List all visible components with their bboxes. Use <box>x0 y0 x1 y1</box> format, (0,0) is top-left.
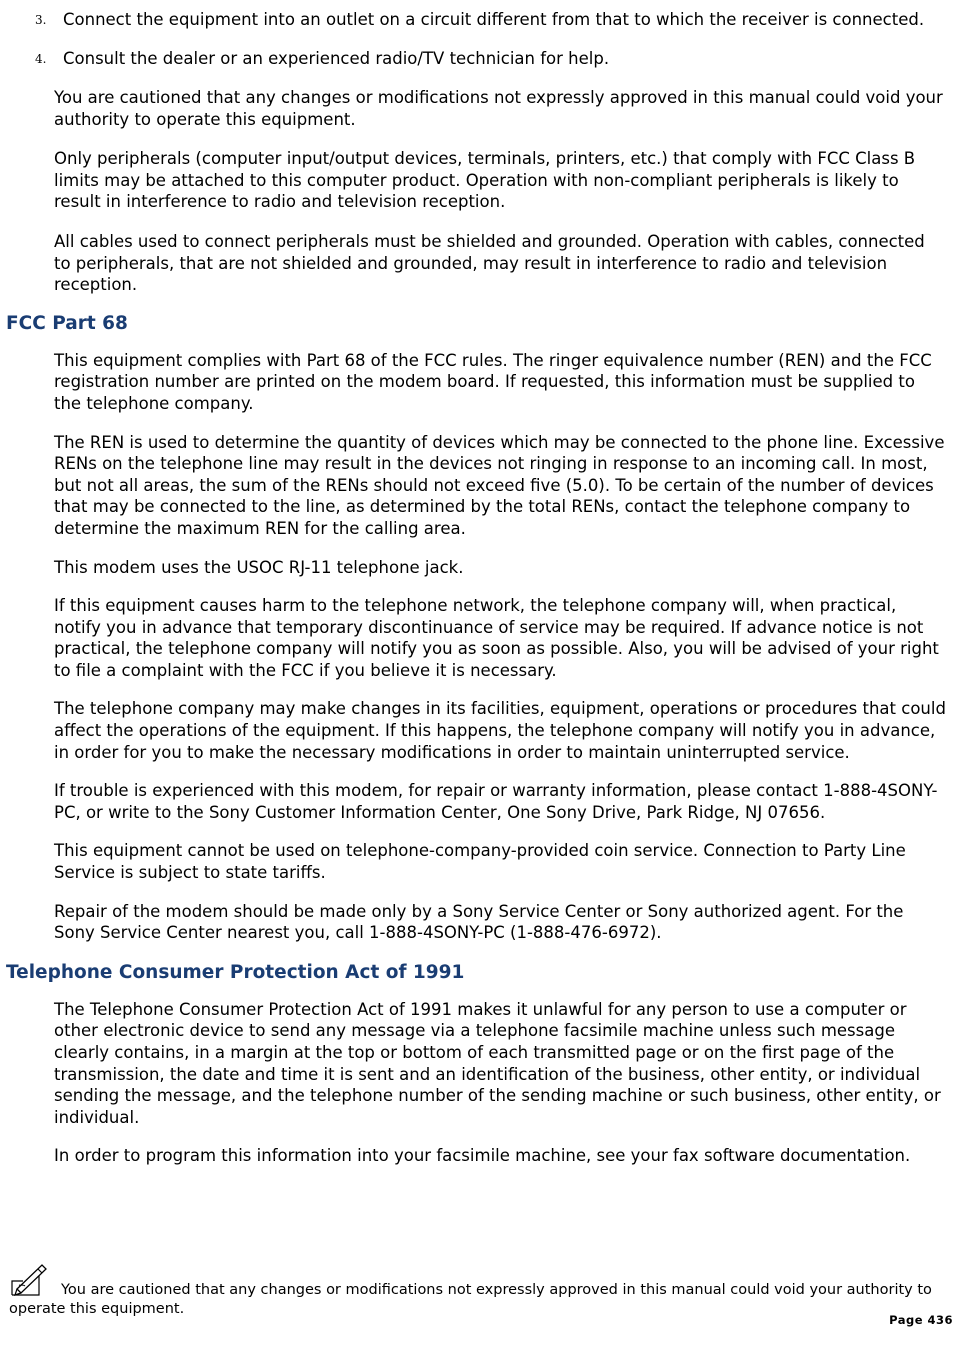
note-text: You are cautioned that any changes or modifications not expressly approved in this manual could void your authority to operate this equipment. <box>9 1282 932 1317</box>
section-heading-fcc-part-68: FCC Part 68 <box>6 312 128 334</box>
page-number: Page 436 <box>889 1313 953 1327</box>
paragraph: This equipment cannot be used on telephone-company-provided coin service. Connection to Party Line Service is subject to state tariffs. <box>54 841 906 883</box>
list-number: 4. <box>35 51 47 66</box>
paragraph: This modem uses the USOC RJ-11 telephone jack. <box>54 557 464 577</box>
paragraph: The Telephone Consumer Protection Act of 1991 makes it unlawful for any person to use a computer or other electronic device to send any message via a telephone facsimile machine unless such message clearly contains, in a margin at the top or bottom of each transmitted page or on the first page of the transmission, the date and time it is sent and an identification of the business, other entity, or individual sending the message, and the telephone number of the sending machine or such business, other entity, or individual. <box>54 999 941 1127</box>
paragraph: The REN is used to determine the quantity of devices which may be connected to the phone line. Excessive RENs on the telephone line may result in the devices not ringing in response to an incoming call. In most, but not all areas, the sum of the RENs should not exceed five (5.0). To be certain of the number of devices that may be connected to the line, as determined by the total RENs, contact the telephone company to determine the maximum REN for the calling area. <box>54 432 945 538</box>
list-number: 3. <box>35 13 47 27</box>
paragraph: All cables used to connect peripherals must be shielded and grounded. Operation with cables, connected to peripherals, that are not shielded and grounded, may result in interference to radio and television reception. <box>54 231 925 295</box>
paragraph: In order to program this information into your facsimile machine, see your fax software documentation. <box>54 1146 911 1166</box>
list-item-4 <box>0 48 954 70</box>
paragraph: This equipment complies with Part 68 of the FCC rules. The ringer equivalence number (REN) and the FCC registration number are printed on the modem board. If requested, this information must be supplied to the telephone company. <box>54 350 932 413</box>
note-pencil-icon <box>9 1262 55 1298</box>
paragraph: If trouble is experienced with this modem, for repair or warranty information, please contact 1-888-4SONY-PC, or write to the Sony Customer Information Center, One Sony Drive, Park Ridge, NJ 07656. <box>54 781 938 822</box>
paragraph: The telephone company may make changes in its facilities, equipment, operations or procedures that could affect the operations of the equipment. If this happens, the telephone company will notify you in advance, in order for you to make the necessary modifications in order to maintain uninterrupted service. <box>54 699 946 762</box>
list-item-text: Connect the equipment into an outlet on a circuit different from that to which the receiver is connected. <box>63 10 925 29</box>
paragraph: You are cautioned that any changes or modifications not expressly approved in this manual could void your authority to operate this equipment. <box>54 88 943 129</box>
list-item-3 <box>0 9 954 31</box>
section-heading-tcpa: Telephone Consumer Protection Act of 1991 <box>6 961 465 983</box>
paragraph: Only peripherals (computer input/output devices, terminals, printers, etc.) that comply with FCC Class B limits may be attached to this computer product. Operation with non-compliant peripherals is likely to result in interference to radio and television reception. <box>54 149 916 212</box>
paragraph: Repair of the modem should be made only by a Sony Service Center or Sony authorized agent. For the Sony Service Center nearest you, call 1-888-4SONY-PC (1-888-476-6972). <box>54 901 904 943</box>
list-item-text: Consult the dealer or an experienced radio/TV technician for help. <box>63 48 610 68</box>
note-box <box>9 1262 939 1319</box>
paragraph: If this equipment causes harm to the telephone network, the telephone company will, when practical, notify you in advance that temporary discontinuance of service may be required. If advance notice is not practical, the telephone company will notify you as soon as possible. Also, you will be advised of your right to file a complaint with the FCC if you believe it is necessary. <box>54 596 939 680</box>
